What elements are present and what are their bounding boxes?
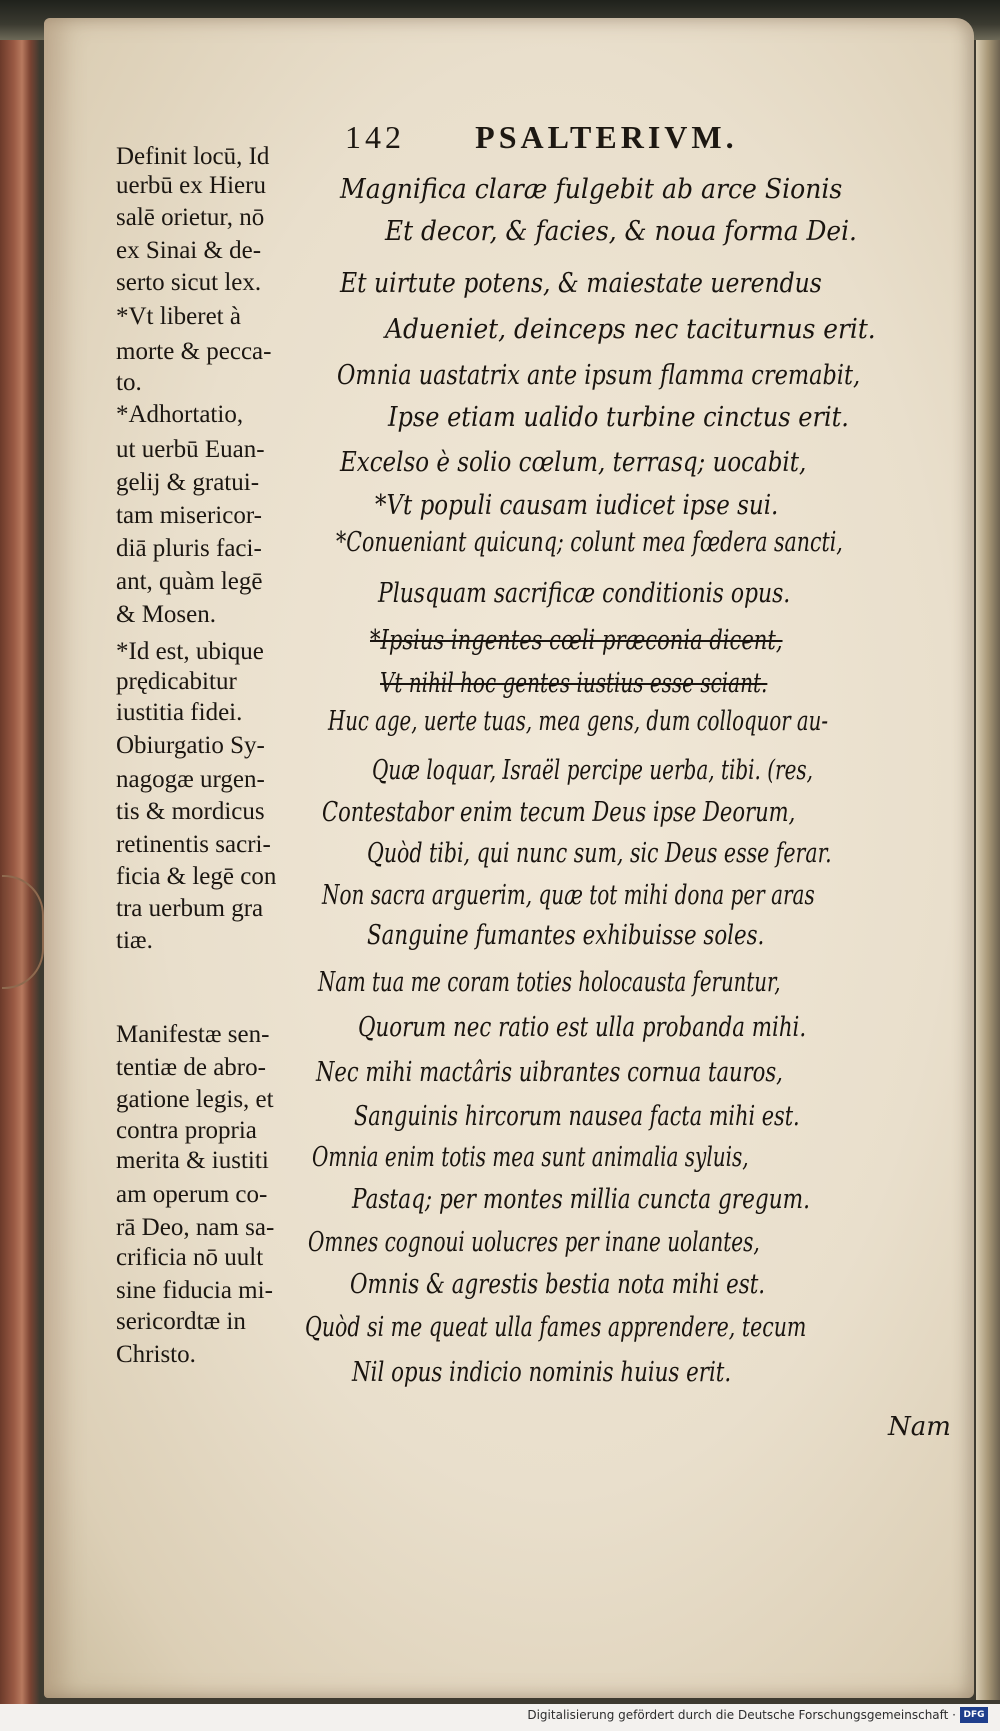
verse-line: Omnes cognoui uolucres per inane uolantes,: [308, 1227, 760, 1258]
gloss-line: morte & pecca-: [116, 338, 272, 365]
gloss-line: crificia nō uult: [116, 1244, 264, 1271]
gloss-line: Definit locū, Id: [116, 143, 270, 170]
verse-line: Omnia enim totis mea sunt animalia syluis,: [312, 1142, 749, 1173]
verse-line: *Conueniant quicunq; colunt mea fœdera sancti,: [336, 527, 843, 558]
verse-line: Et decor, & facies, & noua forma Dei.: [385, 216, 857, 247]
gloss-line: ex Sinai & de-: [116, 237, 262, 264]
verse-line-struck: Vt nihil hoc gentes iustius esse sciant.: [380, 668, 768, 699]
verse-line: Contestabor enim tecum Deus ipse Deorum,: [322, 797, 796, 828]
verse-line: *Vt populi causam iudicet ipse sui.: [375, 490, 779, 521]
verse-line: Omnia uastatrix ante ipsum flamma cremabit,: [337, 360, 861, 391]
gloss-line: *Vt liberet à: [116, 303, 241, 330]
gloss-line: ant, quàm legē: [116, 568, 263, 595]
gloss-line: ficia & legē con: [116, 863, 277, 890]
verse-line: Nec mihi mactâris uibrantes cornua tauros,: [316, 1057, 783, 1088]
verse-line: Nil opus indicio nominis huius erit.: [352, 1357, 732, 1388]
verse-line: Plusquam sacrificæ conditionis opus.: [378, 578, 791, 609]
dfg-logo: DFG: [960, 1707, 988, 1723]
verse-line: Huc age, uerte tuas, mea gens, dum colloquor au-: [328, 706, 829, 737]
verse-line-struck: *Ipsius ingentes cœli præconia dicent,: [370, 625, 783, 656]
verse-line: Pastaq; per montes millia cuncta gregum.: [352, 1184, 810, 1215]
gloss-line: tam misericor-: [116, 502, 262, 529]
gloss-line: uerbū ex Hieru: [116, 172, 266, 199]
gloss-line: contra propria: [116, 1117, 257, 1144]
gloss-line: *Id est, ubique: [116, 638, 264, 665]
verse-line: Ipse etiam ualido turbine cinctus erit.: [388, 402, 849, 433]
gloss-line: & Mosen.: [116, 601, 216, 628]
gloss-line: Manifestæ sen-: [116, 1021, 270, 1048]
gloss-line: retinentis sacri-: [116, 831, 271, 858]
running-head: [345, 118, 925, 156]
funding-note: Digitalisierung gefördert durch die Deutsche Forschungsgemeinschaft ·: [527, 1708, 956, 1722]
gloss-line: Obiurgatio Sy-: [116, 732, 265, 759]
page-number: 142: [345, 119, 405, 155]
gloss-line: prędicabitur: [116, 668, 237, 695]
verse-line: Excelso è solio cœlum, terrasq; uocabit,: [340, 447, 807, 478]
gloss-line: serto sicut lex.: [116, 269, 262, 296]
gloss-line: tentiæ de abro-: [116, 1054, 266, 1081]
gloss-line: merita & iustiti: [116, 1147, 269, 1174]
gloss-line: rā Deo, nam sa-: [116, 1214, 275, 1241]
gloss-line: tra uerbum gra: [116, 895, 264, 922]
gloss-line: ut uerbū Euan-: [116, 436, 265, 463]
verse-line: Sanguinis hircorum nausea facta mihi est.: [354, 1101, 800, 1132]
verse-line: Nam tua me coram toties holocausta feruntur,: [318, 967, 781, 998]
gloss-line: sine fiducia mi-: [116, 1277, 273, 1304]
gloss-line: gatione legis, et: [116, 1086, 274, 1113]
gloss-line: am operum co-: [116, 1181, 268, 1208]
page-title: PSALTERIVM.: [475, 119, 738, 155]
gloss-line: Christo.: [116, 1341, 196, 1368]
verse-line: Non sacra arguerim, quæ tot mihi dona per aras: [322, 880, 815, 911]
gloss-line: nagogæ urgen-: [116, 766, 265, 793]
verse-line: Omnis & agrestis bestia nota mihi est.: [350, 1269, 766, 1300]
gloss-line: tis & mordicus: [116, 798, 265, 825]
gloss-line: *Adhortatio,: [116, 401, 244, 428]
verse-line: Quòd si me queat ulla fames apprendere, tecum: [305, 1312, 807, 1343]
gloss-line: gelij & gratui-: [116, 469, 260, 496]
verse-line: Quòd tibi, qui nunc sum, sic Deus esse ferar.: [367, 838, 832, 869]
verse-line: Magnifica claræ fulgebit ab arce Sionis: [340, 174, 843, 205]
gloss-line: salē orietur, nō: [116, 204, 265, 231]
verse-line: Sanguine fumantes exhibuisse soles.: [367, 920, 765, 951]
verse-line: Quorum nec ratio est ulla probanda mihi.: [358, 1012, 807, 1043]
gloss-line: to.: [116, 369, 142, 396]
verse-line: Adueniet, deinceps nec taciturnus erit.: [385, 314, 876, 345]
gloss-line: iustitia fidei.: [116, 699, 243, 726]
verse-line: Et uirtute potens, & maiestate uerendus: [340, 268, 822, 299]
page-fore-edge: [976, 40, 1000, 1700]
verse-line: Quæ loquar, Israël percipe uerba, tibi. (res,: [372, 755, 814, 786]
gloss-line: tiæ.: [116, 927, 153, 954]
gloss-line: sericordtæ in: [116, 1308, 246, 1335]
catchword: Nam: [888, 1412, 951, 1442]
gloss-line: diā pluris faci-: [116, 535, 262, 562]
